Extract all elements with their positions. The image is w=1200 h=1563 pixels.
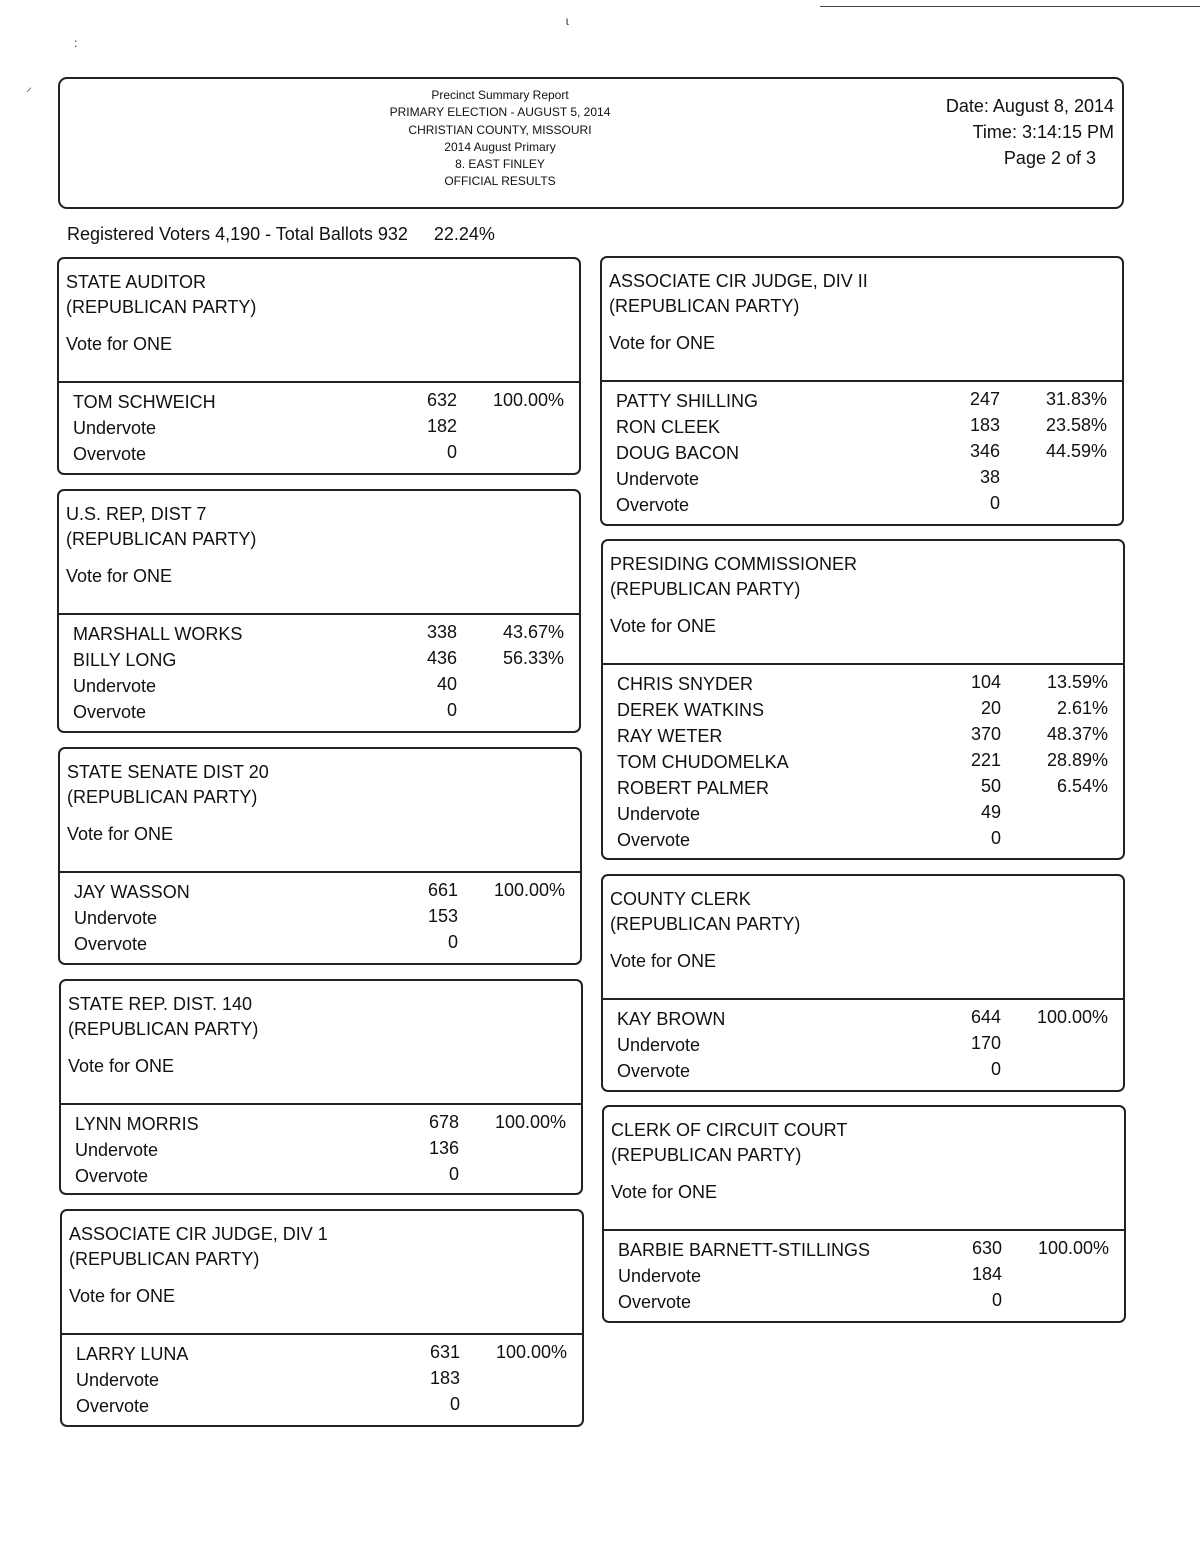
candidate-name: BARBIE BARNETT-STILLINGS	[618, 1240, 871, 1260]
vote-for-label: Vote for ONE	[66, 334, 173, 354]
report-time: Time: 3:14:15 PM	[972, 122, 1114, 142]
report-title: Precinct Summary Report	[431, 88, 569, 102]
result-row	[604, 1290, 1124, 1316]
vote-count: 370	[970, 724, 1001, 744]
candidate-name: Undervote	[74, 908, 158, 928]
vote-count: 0	[989, 493, 1000, 513]
scan-speck: ɩ	[566, 14, 569, 28]
result-row	[59, 416, 579, 442]
turnout-percent: 22.24%	[433, 224, 495, 244]
vote-count: 0	[449, 1394, 460, 1414]
candidate-name: Overvote	[73, 444, 147, 464]
race-results	[602, 382, 1122, 519]
vote-percent: 100.00%	[495, 1342, 567, 1362]
vote-percent: 2.61%	[1056, 698, 1108, 718]
vote-percent: 13.59%	[1046, 672, 1108, 692]
turnout-line	[67, 224, 495, 245]
result-row	[62, 1342, 582, 1368]
vote-percent: 100.00%	[494, 1112, 566, 1132]
race-results	[604, 1231, 1124, 1316]
result-row	[603, 1007, 1123, 1033]
race-title: ASSOCIATE CIR JUDGE, DIV II	[609, 271, 868, 291]
race-results	[59, 615, 579, 726]
vote-for-label: Vote for ONE	[69, 1286, 176, 1306]
vote-percent: 100.00%	[493, 880, 565, 900]
candidate-name: Overvote	[616, 495, 690, 515]
candidate-name: Undervote	[617, 1035, 701, 1055]
candidate-name: BILLY LONG	[73, 650, 177, 670]
result-row	[60, 880, 580, 906]
vote-count: 338	[426, 622, 457, 642]
results-status: OFFICIAL RESULTS	[444, 174, 556, 189]
vote-percent: 100.00%	[1037, 1238, 1109, 1258]
race-title: COUNTY CLERK	[610, 889, 751, 909]
vote-for-label: Vote for ONE	[610, 951, 717, 971]
race-results	[61, 1105, 581, 1190]
candidate-name: Undervote	[73, 676, 157, 696]
race-box-associate-cir-judge-div-1	[60, 1209, 584, 1427]
race-header	[61, 981, 581, 1105]
election-name: PRIMARY ELECTION - AUGUST 5, 2014	[389, 105, 611, 120]
vote-for-label: Vote for ONE	[611, 1182, 718, 1202]
candidate-name: RAY WETER	[617, 726, 723, 746]
candidate-name: TOM CHUDOMELKA	[617, 752, 789, 772]
turnout-text: Registered Voters 4,190 - Total Ballots 932	[67, 224, 408, 244]
candidate-name: RON CLEEK	[616, 417, 721, 437]
candidate-name: Overvote	[618, 1292, 692, 1312]
race-box-state-rep-dist-140	[59, 979, 583, 1195]
vote-percent: 44.59%	[1045, 441, 1107, 461]
result-row	[603, 724, 1123, 750]
vote-count: 0	[990, 828, 1001, 848]
result-row	[61, 1164, 581, 1190]
race-box-clerk-of-circuit-court	[602, 1105, 1126, 1323]
candidate-name: Undervote	[76, 1370, 160, 1390]
race-results	[603, 1000, 1123, 1085]
candidate-name: DOUG BACON	[616, 443, 740, 463]
candidate-name: KAY BROWN	[617, 1009, 726, 1029]
result-row	[62, 1368, 582, 1394]
scan-speck: ⸝	[26, 80, 33, 94]
race-title: CLERK OF CIRCUIT COURT	[611, 1120, 848, 1140]
result-row	[602, 415, 1122, 441]
vote-for-label: Vote for ONE	[66, 566, 173, 586]
result-row	[603, 776, 1123, 802]
candidate-name: DEREK WATKINS	[617, 700, 765, 720]
vote-count: 678	[428, 1112, 459, 1132]
vote-count: 20	[980, 698, 1001, 718]
candidate-name: Undervote	[618, 1266, 702, 1286]
result-row	[59, 622, 579, 648]
race-title: STATE AUDITOR	[66, 272, 207, 292]
candidate-name: Overvote	[76, 1396, 150, 1416]
result-row	[59, 390, 579, 416]
candidate-name: Overvote	[73, 702, 147, 722]
race-header	[604, 1107, 1124, 1231]
result-row	[603, 802, 1123, 828]
result-row	[604, 1264, 1124, 1290]
race-box-county-clerk	[601, 874, 1125, 1092]
candidate-name: JAY WASSON	[74, 882, 190, 902]
vote-count: 136	[428, 1138, 459, 1158]
candidate-name: CHRIS SNYDER	[617, 674, 754, 694]
candidate-name: Undervote	[617, 804, 701, 824]
race-party: (REPUBLICAN PARTY)	[68, 1019, 259, 1039]
vote-for-label: Vote for ONE	[68, 1056, 175, 1076]
race-header	[60, 749, 580, 873]
vote-percent: 48.37%	[1046, 724, 1108, 744]
vote-count: 631	[429, 1342, 460, 1362]
candidate-name: Overvote	[617, 830, 691, 850]
result-row	[59, 674, 579, 700]
race-title: ASSOCIATE CIR JUDGE, DIV 1	[69, 1224, 328, 1244]
result-row	[604, 1238, 1124, 1264]
race-results	[60, 873, 580, 958]
report-date: Date: August 8, 2014	[945, 96, 1114, 116]
vote-count: 661	[427, 880, 458, 900]
vote-count: 0	[448, 1164, 459, 1184]
vote-count: 50	[980, 776, 1001, 796]
result-row	[59, 648, 579, 674]
race-party: (REPUBLICAN PARTY)	[610, 579, 801, 599]
race-party: (REPUBLICAN PARTY)	[609, 296, 800, 316]
result-row	[61, 1138, 581, 1164]
vote-count: 630	[971, 1238, 1002, 1258]
vote-count: 221	[970, 750, 1001, 770]
vote-percent: 100.00%	[1036, 1007, 1108, 1027]
vote-count: 40	[436, 674, 457, 694]
page-number: Page 2 of 3	[1003, 148, 1096, 168]
vote-count: 38	[979, 467, 1000, 487]
vote-percent: 43.67%	[502, 622, 564, 642]
county-name: CHRISTIAN COUNTY, MISSOURI	[408, 122, 592, 137]
result-row	[603, 698, 1123, 724]
result-row	[602, 441, 1122, 467]
race-title: STATE SENATE DIST 20	[67, 762, 269, 782]
race-header	[62, 1211, 582, 1335]
candidate-name: Undervote	[73, 418, 157, 438]
vote-percent: 56.33%	[502, 648, 564, 668]
race-results	[62, 1335, 582, 1420]
vote-count: 49	[980, 802, 1001, 822]
vote-count: 0	[447, 932, 458, 952]
candidate-name: ROBERT PALMER	[617, 778, 770, 798]
vote-percent: 6.54%	[1056, 776, 1108, 796]
result-row	[603, 828, 1123, 854]
result-row	[602, 389, 1122, 415]
candidate-name: TOM SCHWEICH	[73, 392, 216, 412]
race-party: (REPUBLICAN PARTY)	[66, 529, 257, 549]
race-box-us-rep-dist-7	[57, 489, 581, 733]
race-header	[603, 876, 1123, 1000]
vote-count: 182	[426, 416, 457, 436]
candidate-name: PATTY SHILLING	[616, 391, 759, 411]
candidate-name: Overvote	[617, 1061, 691, 1081]
candidate-name: Overvote	[74, 934, 148, 954]
scan-edge-line	[820, 6, 1200, 7]
race-box-state-auditor	[57, 257, 581, 475]
vote-percent: 100.00%	[492, 390, 564, 410]
vote-for-label: Vote for ONE	[610, 616, 717, 636]
race-party: (REPUBLICAN PARTY)	[69, 1249, 260, 1269]
scan-speck: :	[74, 36, 78, 50]
election-label: 2014 August Primary	[444, 139, 556, 154]
vote-count: 104	[970, 672, 1001, 692]
vote-count: 184	[971, 1264, 1002, 1284]
vote-count: 183	[969, 415, 1000, 435]
result-row	[60, 906, 580, 932]
vote-for-label: Vote for ONE	[67, 824, 174, 844]
race-header	[603, 541, 1123, 665]
result-row	[61, 1112, 581, 1138]
result-row	[603, 1033, 1123, 1059]
vote-count: 153	[427, 906, 458, 926]
result-row	[60, 932, 580, 958]
vote-percent: 28.89%	[1046, 750, 1108, 770]
result-row	[62, 1394, 582, 1420]
result-row	[603, 750, 1123, 776]
report-header	[58, 77, 1124, 209]
vote-count: 346	[969, 441, 1000, 461]
race-header	[602, 258, 1122, 382]
vote-count: 0	[446, 442, 457, 462]
race-title: U.S. REP, DIST 7	[66, 504, 207, 524]
vote-for-label: Vote for ONE	[609, 333, 716, 353]
vote-percent: 31.83%	[1045, 389, 1107, 409]
race-title: PRESIDING COMMISSIONER	[610, 554, 858, 574]
race-header	[59, 491, 579, 615]
result-row	[59, 700, 579, 726]
race-box-associate-cir-judge-div-ii	[600, 256, 1124, 526]
race-box-presiding-commissioner	[601, 539, 1125, 860]
report-title-block	[360, 87, 640, 191]
report-meta	[946, 93, 1114, 171]
vote-count: 436	[426, 648, 457, 668]
result-row	[603, 672, 1123, 698]
vote-count: 0	[991, 1290, 1002, 1310]
vote-count: 0	[446, 700, 457, 720]
result-row	[602, 493, 1122, 519]
race-box-state-senate-dist-20	[58, 747, 582, 965]
result-row	[603, 1059, 1123, 1085]
candidate-name: Undervote	[75, 1140, 159, 1160]
vote-count: 170	[970, 1033, 1001, 1053]
race-party: (REPUBLICAN PARTY)	[610, 914, 801, 934]
race-party: (REPUBLICAN PARTY)	[67, 787, 258, 807]
vote-percent: 23.58%	[1045, 415, 1107, 435]
vote-count: 644	[970, 1007, 1001, 1027]
candidate-name: Overvote	[75, 1166, 149, 1186]
candidate-name: MARSHALL WORKS	[73, 624, 243, 644]
vote-count: 632	[426, 390, 457, 410]
result-row	[602, 467, 1122, 493]
candidate-name: LARRY LUNA	[76, 1344, 189, 1364]
candidate-name: Undervote	[616, 469, 700, 489]
race-results	[603, 665, 1123, 854]
vote-count: 183	[429, 1368, 460, 1388]
race-header	[59, 259, 579, 383]
candidate-name: LYNN MORRIS	[75, 1114, 199, 1134]
race-title: STATE REP. DIST. 140	[68, 994, 253, 1014]
vote-count: 0	[990, 1059, 1001, 1079]
race-results	[59, 383, 579, 468]
precinct-name: 8. EAST FINLEY	[455, 157, 545, 172]
race-party: (REPUBLICAN PARTY)	[611, 1145, 802, 1165]
race-party: (REPUBLICAN PARTY)	[66, 297, 257, 317]
vote-count: 247	[969, 389, 1000, 409]
result-row	[59, 442, 579, 468]
